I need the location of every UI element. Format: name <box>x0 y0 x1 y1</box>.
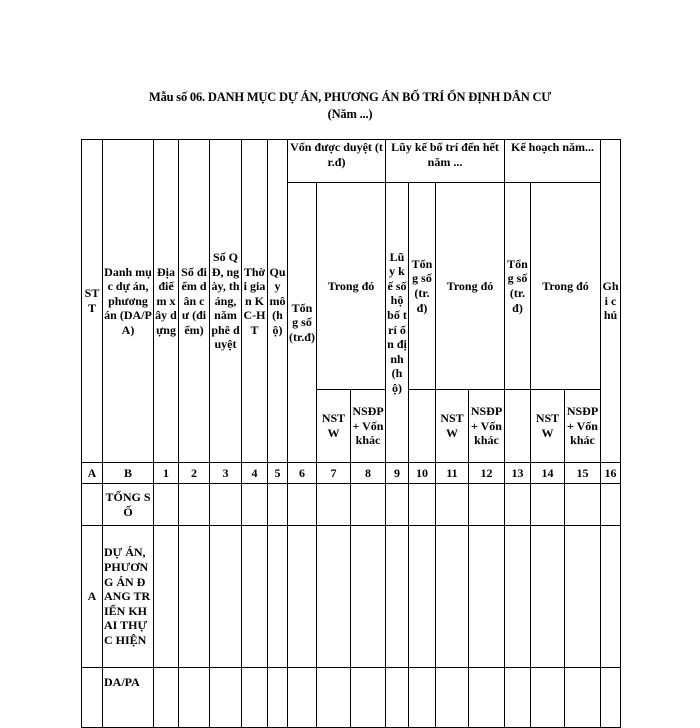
column-number: 6 <box>288 463 317 484</box>
table-row <box>82 526 621 668</box>
header-von-trong-do: Trong đó <box>317 183 386 390</box>
header-luy-ke-nsdp: NSĐP+ Vốn khác <box>469 390 505 463</box>
column-number: 3 <box>210 463 242 484</box>
header-ghi-chu: Ghi chú <box>601 140 621 463</box>
header-ke-hoach: Kế hoạch năm... <box>505 140 601 183</box>
header-ke-hoach-nstw: NSTW <box>531 390 565 463</box>
header-von-duyet: Vốn được duyệt (tr.đ) <box>288 140 386 183</box>
project-table <box>81 139 621 728</box>
row-name: TỔNG SỐ <box>103 484 154 526</box>
header-ke-hoach-tong-so-blank <box>505 390 531 463</box>
header-von-nsdp: NSĐP+ Vốn khác <box>351 390 386 463</box>
header-ke-hoach-nsdp: NSĐP+ Vốn khác <box>565 390 601 463</box>
column-number: 13 <box>505 463 531 484</box>
column-number: 15 <box>565 463 601 484</box>
column-number: A <box>82 463 103 484</box>
form-year: (Năm ...) <box>327 107 373 121</box>
header-luy-ke-nstw: NSTW <box>436 390 469 463</box>
column-number: 2 <box>179 463 210 484</box>
column-number: 10 <box>409 463 436 484</box>
table-row <box>82 484 621 526</box>
header-so-qd: Số QĐ, ngày, tháng, năm phê duyệt <box>210 140 242 463</box>
column-number: 11 <box>436 463 469 484</box>
header-luy-ke-trong-do: Trong đó <box>436 183 505 390</box>
header-ke-hoach-trong-do: Trong đó <box>531 183 601 390</box>
header-ke-hoach-tong-so: Tổng số (tr.đ) <box>505 183 531 390</box>
column-number: 9 <box>386 463 409 484</box>
header-luy-ke-tong-so: Tổng số (tr.đ) <box>409 183 436 390</box>
header-von-nstw: NSTW <box>317 390 351 463</box>
row-stt <box>82 668 103 728</box>
header-von-tong-so: Tổng số (tr.đ) <box>288 183 317 463</box>
header-luy-ke: Lũy kế bố trí đến hết năm ... <box>386 140 505 183</box>
column-number: B <box>103 463 154 484</box>
row-stt <box>82 484 103 526</box>
row-name: DA/PA <box>103 668 154 728</box>
table-row <box>82 668 621 728</box>
column-number: 12 <box>469 463 505 484</box>
column-number: 4 <box>242 463 268 484</box>
header-luy-ke-ho: Lũy kế số hộ bố trí ổn định (hộ) <box>386 183 409 463</box>
column-number: 16 <box>601 463 621 484</box>
column-number: 8 <box>351 463 386 484</box>
header-stt: STT <box>82 140 103 463</box>
form-title: Mẫu số 06. DANH MỤC DỰ ÁN, PHƯƠNG ÁN BỐ TRÍ ỔN ĐỊNH DÂN CƯ <box>148 90 552 104</box>
column-number-row <box>82 463 621 484</box>
column-number: 1 <box>154 463 179 484</box>
column-number: 7 <box>317 463 351 484</box>
header-dia-diem: Địa điểm xây dựng <box>154 140 179 463</box>
header-luy-ke-tong-so-blank <box>409 390 436 463</box>
header-so-diem: Số điểm dân cư (điểm) <box>179 140 210 463</box>
column-number: 5 <box>268 463 288 484</box>
column-number: 14 <box>531 463 565 484</box>
row-stt: A <box>82 526 103 668</box>
header-thoi-gian: Thời gian KC-HT <box>242 140 268 463</box>
header-danh-muc: Danh mục dự án, phương án (DA/PA) <box>103 140 154 463</box>
row-name: DỰ ÁN, PHƯƠNG ÁN ĐANG TRIỂN KHAI THỰC HIỆN <box>103 526 154 668</box>
header-quy-mo: Quy mô (hộ) <box>268 140 288 463</box>
